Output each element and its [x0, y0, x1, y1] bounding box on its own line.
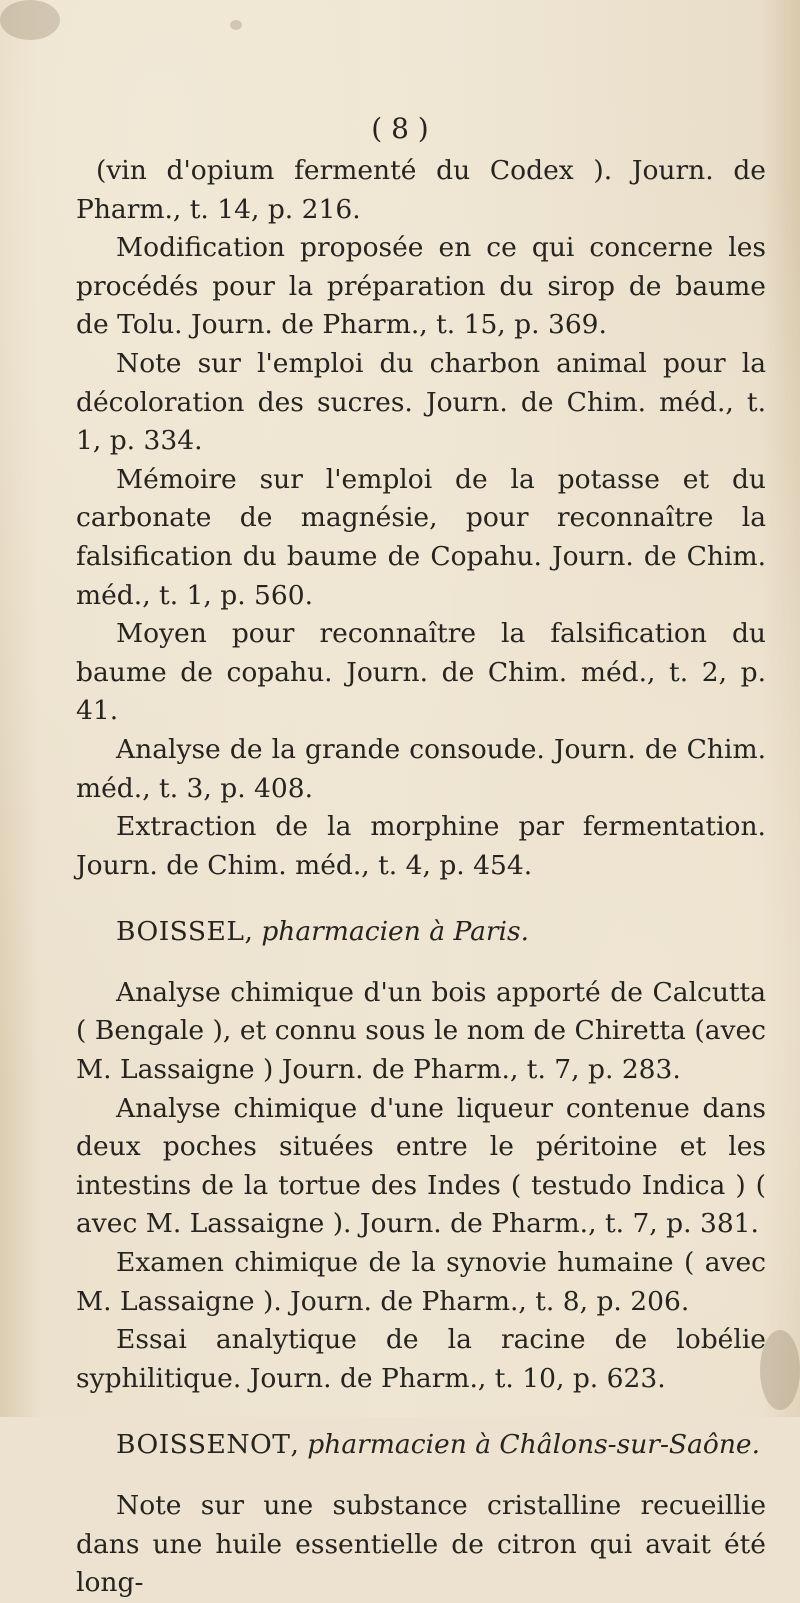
bibliography-entry: Essai analytique de la racine de lobélie syphilitique. Journ. de Pharm., t. 10, p. 623. [76, 1324, 766, 1394]
author-role: pharmacien à Châlons-sur-Saône. [307, 1429, 760, 1461]
author-heading: BOISSENOT, pharmacien à Châlons-sur-Saône. [116, 1429, 760, 1461]
paper-stain [0, 0, 60, 40]
page-number: ( 8 ) [371, 112, 429, 145]
bibliography-entry: (vin d'opium fermenté du Codex ). Journ. de Pharm., t. 14, p. 216. [76, 155, 766, 225]
paper-stain [230, 20, 242, 30]
page-body [76, 152, 766, 1603]
author-name: BOISSENOT [116, 1429, 291, 1461]
bibliography-entry: Analyse de la grande consoude. Journ. de Chim. méd., t. 3, p. 408. [76, 733, 766, 804]
author-role: pharmacien à Paris. [261, 916, 530, 948]
bibliography-entry: Note sur l'emploi du charbon animal pour la décoloration des sucres. Journ. de Chim. méd., t. 1, p. 334. [76, 347, 766, 457]
bibliography-entry: Mémoire sur l'emploi de la potasse et du carbonate de magnésie, pour reconnaître la falsification du baume de Copahu. Journ. de Chim. méd., t. 1, p. 560. [76, 463, 766, 611]
bibliography-entry: Analyse chimique d'un bois apporté de Calcutta ( Bengale ), et connu sous le nom de Chiretta (avec M. Lassaigne ) Journ. de Pharm., t. 7, p. 283. [76, 976, 766, 1086]
author-name: BOISSEL [116, 916, 245, 948]
bibliography-entry: Moyen pour reconnaître la falsification du baume de copahu. Journ. de Chim. méd., t. 2, p. 41. [76, 618, 766, 727]
bibliography-entry: Analyse chimique d'une liqueur contenue dans deux poches situées entre le péritoine et les intestins de la tortue des Indes ( testudo Indica ) ( avec M. Lassaigne ). Journ. de Pharm., t. 7, p. 381. [76, 1092, 766, 1240]
bibliography-entry: Examen chimique de la synovie humaine ( avec M. Lassaigne ). Journ. de Pharm., t. 8, p. 206. [76, 1247, 766, 1317]
bibliography-entry: Extraction de la morphine par fermentation. Journ. de Chim. méd., t. 4, p. 454. [76, 811, 766, 881]
paper-stain [760, 1330, 800, 1410]
bibliography-entry: Note sur une substance cristalline recueillie dans une huile essentielle de citron qui avait été long- [76, 1490, 766, 1599]
author-heading: BOISSEL, pharmacien à Paris. [116, 916, 530, 948]
bibliography-entry: Modification proposée en ce qui concerne les procédés pour la préparation du sirop de baume de Tolu. Journ. de Pharm., t. 15, p. 369. [76, 232, 766, 341]
